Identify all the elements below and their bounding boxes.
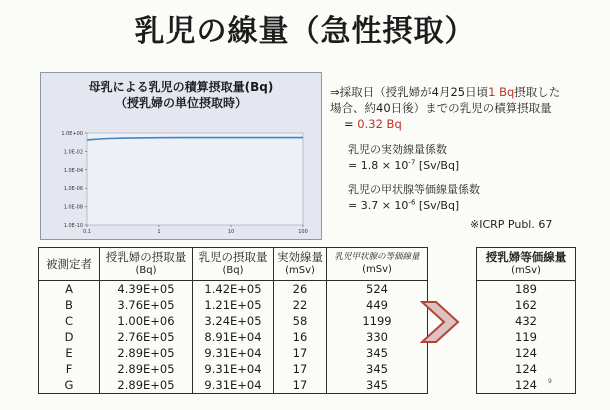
cell-infant-intake: 9.31E+04: [193, 345, 274, 361]
thyroid-row: [477, 329, 576, 345]
col-mother-intake: 授乳婦の摂取量 (Bq): [100, 248, 193, 281]
cell-mother-intake: 2.89E+05: [100, 361, 193, 377]
table-row: [39, 281, 428, 298]
cell-subject: A: [39, 281, 100, 298]
table-row: [39, 377, 428, 394]
y-tick-label: 1.0E-08: [63, 204, 83, 211]
thyroid-coef-label: 乳児の甲状腺等価線量係数: [348, 183, 480, 196]
cell-thyroid-value: 432: [477, 313, 576, 329]
y-tick-label: 1.0E-06: [63, 186, 83, 193]
cell-thyroid-dose: 1199: [327, 313, 428, 329]
cell-mother-intake: 2.89E+05: [100, 377, 193, 394]
thyroid-table-header: 授乳婦等価線量 (mSv): [477, 248, 576, 281]
cell-effective-dose: 17: [274, 361, 327, 377]
cell-thyroid-dose: 330: [327, 329, 428, 345]
x-tick-label: 1: [157, 229, 161, 235]
cell-infant-intake: 9.31E+04: [193, 377, 274, 394]
cell-effective-dose: 16: [274, 329, 327, 345]
thyroid-coef-exp: -6: [408, 198, 416, 207]
cell-effective-dose: 17: [274, 377, 327, 394]
cell-subject: G: [39, 377, 100, 394]
x-tick-label: 10: [227, 229, 235, 235]
cell-thyroid-dose: 345: [327, 345, 428, 361]
intro-intake-amount: 1 Bq: [488, 85, 515, 99]
cell-subject: F: [39, 361, 100, 377]
note-intro-line1: [330, 84, 605, 100]
cell-mother-intake: 1.00E+06: [100, 313, 193, 329]
thyroid-coef-base: = 3.7 × 10: [348, 199, 409, 212]
y-tick-label: 1.0E-04: [63, 167, 83, 174]
plot-area: [87, 133, 303, 225]
y-tick-label: 1.0E-10: [63, 223, 83, 229]
table-row: [39, 345, 428, 361]
cell-subject: C: [39, 313, 100, 329]
thyroid-coef-value: [348, 198, 459, 214]
note-intake-line: [330, 116, 605, 132]
chart-plot: [41, 73, 321, 239]
cell-effective-dose: 22: [274, 297, 327, 313]
table-row: [39, 329, 428, 345]
note-intro-line2: 場合、約40日後）までの乳児の積算摂取量: [330, 101, 552, 115]
cell-effective-dose: 58: [274, 313, 327, 329]
chevron-right-icon: [420, 300, 460, 344]
cell-infant-intake: 3.24E+05: [193, 313, 274, 329]
cell-thyroid-value: 124: [477, 345, 576, 361]
reference-note: ※ICRP Publ. 67: [470, 218, 553, 231]
cell-effective-dose: 26: [274, 281, 327, 298]
cell-mother-intake: 4.39E+05: [100, 281, 193, 298]
thyroid-row: [477, 297, 576, 313]
col-subject: 被測定者: [39, 248, 100, 281]
thyroid-row: [477, 345, 576, 361]
thyroid-coef-unit: [Sv/Bq]: [415, 199, 460, 212]
cell-thyroid-value: 162: [477, 297, 576, 313]
cell-subject: B: [39, 297, 100, 313]
cell-mother-intake: 3.76E+05: [100, 297, 193, 313]
cell-mother-intake: 2.76E+05: [100, 329, 193, 345]
cell-thyroid-dose: 345: [327, 377, 428, 394]
page-number: 9: [548, 378, 552, 385]
note-intro-text: ⇒採取日（授乳婦が4月25日頃1 Bq摂取した: [330, 85, 561, 99]
chart-title-line1: 母乳による乳児の積算摂取量(Bq): [88, 80, 274, 94]
cell-thyroid-value: 189: [477, 281, 576, 298]
chart-panel: [40, 72, 322, 240]
cell-effective-dose: 17: [274, 345, 327, 361]
effective-coef-base: = 1.8 × 10: [348, 159, 409, 172]
chart-title-line2: （授乳婦の単位摂取時）: [114, 96, 247, 110]
cell-infant-intake: 9.31E+04: [193, 361, 274, 377]
cell-thyroid-value: 124: [477, 377, 576, 394]
thyroid-row: [477, 313, 576, 329]
table-row: [39, 313, 428, 329]
cell-infant-intake: 1.21E+05: [193, 297, 274, 313]
col-infant-intake: 乳児の摂取量 (Bq): [193, 248, 274, 281]
cell-thyroid-dose: 345: [327, 361, 428, 377]
intake-notes: [330, 84, 605, 132]
note-eq: =: [344, 117, 358, 131]
x-tick-label: 100: [298, 229, 308, 235]
cell-mother-intake: 2.89E+05: [100, 345, 193, 361]
cell-thyroid-dose: 449: [327, 297, 428, 313]
effective-coef-unit: [Sv/Bq]: [415, 159, 460, 172]
cell-infant-intake: 8.91E+04: [193, 329, 274, 345]
dose-table: [38, 247, 428, 394]
effective-coef-exp: -7: [408, 158, 416, 167]
cell-infant-intake: 1.42E+05: [193, 281, 274, 298]
thyroid-row: [477, 281, 576, 298]
thyroid-row: [477, 361, 576, 377]
x-tick-label: 0.1: [83, 229, 91, 235]
cell-thyroid-value: 119: [477, 329, 576, 345]
table-row: [39, 361, 428, 377]
effective-coef-value: [348, 158, 459, 174]
effective-coef-label: 乳児の実効線量係数: [348, 143, 447, 156]
slide-title: 乳児の線量（急性摂取）: [134, 14, 476, 49]
table-row: [39, 297, 428, 313]
thyroid-row: [477, 377, 576, 394]
y-tick-label: 1.0E+00: [61, 131, 83, 137]
cell-thyroid-dose: 524: [327, 281, 428, 298]
cell-thyroid-value: 124: [477, 361, 576, 377]
col-thyroid-dose: 乳児甲状腺の等価線量 (mSv): [327, 248, 428, 281]
cell-subject: E: [39, 345, 100, 361]
thyroid-dose-table: [476, 247, 576, 394]
y-tick-label: 1.0E-02: [63, 149, 83, 156]
col-effective-dose: 実効線量 (mSv): [274, 248, 327, 281]
cell-subject: D: [39, 329, 100, 345]
intake-value: 0.32 Bq: [357, 117, 402, 131]
